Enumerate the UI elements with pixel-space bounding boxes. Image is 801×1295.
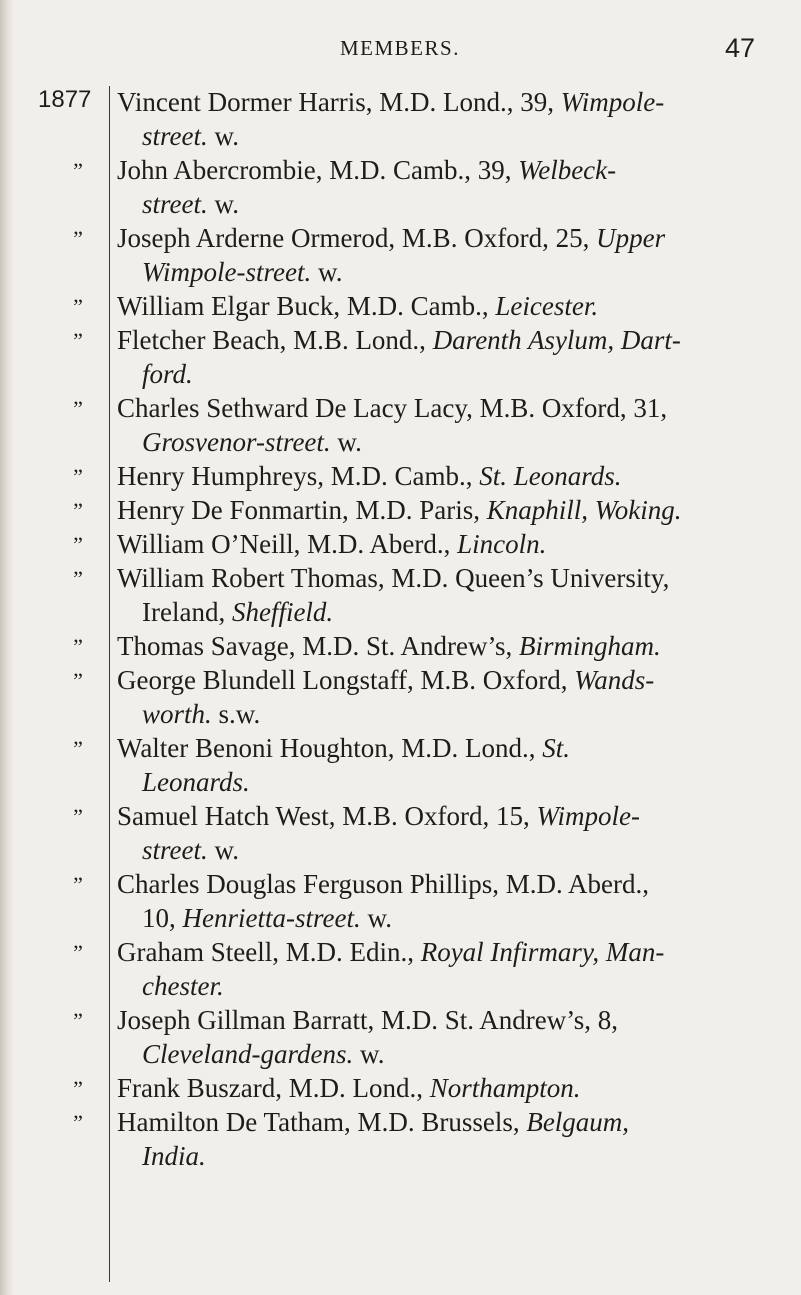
ditto-mark: ”	[73, 1076, 83, 1101]
ditto-mark: ”	[73, 532, 83, 557]
entry-district: w.	[207, 835, 239, 865]
entry-text: Charles Sethward De Lacy Lacy, M.B. Oxford, 31,	[117, 393, 668, 423]
ditto-mark: ”	[73, 736, 83, 761]
entry-place: St. Leonards.	[479, 461, 622, 491]
ditto-mark: ”	[73, 328, 83, 353]
page-number: 47	[724, 33, 755, 63]
entry-place: Darenth Asylum, Dart-	[432, 325, 681, 355]
entry-place: Belgaum,	[526, 1107, 630, 1137]
member-entry	[0, 562, 801, 630]
ditto-mark: ”	[73, 566, 83, 591]
entry-place: Leicester.	[495, 291, 599, 321]
entry-text: Walter Benoni Houghton, M.D. Lond.,	[117, 733, 543, 763]
ditto-mark: ”	[73, 396, 83, 421]
entry-place: Northampton.	[429, 1073, 581, 1103]
entry-line-2	[0, 834, 801, 868]
entry-line-2	[0, 596, 801, 630]
entry-text: Graham Steell, M.D. Edin.,	[117, 937, 421, 967]
member-entry	[0, 494, 801, 528]
entry-place: Upper	[596, 223, 666, 253]
entry-place: street.	[142, 835, 208, 865]
member-entry	[0, 86, 801, 154]
entry-line-2	[0, 188, 801, 222]
ditto-mark: ”	[73, 294, 83, 319]
entry-text: Thomas Savage, M.D. St. Andrew’s,	[117, 631, 519, 661]
entry-line-2	[0, 1140, 801, 1174]
member-entry	[0, 290, 801, 324]
member-entry	[0, 800, 801, 868]
entry-place: St.	[542, 733, 571, 763]
entry-district: w.	[353, 1039, 385, 1069]
entry-place: Birmingham.	[518, 631, 661, 661]
entry-text: Hamilton De Tatham, M.D. Brussels,	[117, 1107, 527, 1137]
entry-place: Wands-	[574, 665, 655, 695]
page-header	[0, 33, 801, 76]
entry-district: w.	[311, 257, 343, 287]
ditto-mark: ”	[73, 226, 83, 251]
member-entry	[0, 664, 801, 732]
entry-line-1	[0, 936, 801, 970]
ditto-mark: ”	[73, 1008, 83, 1033]
entry-place: Cleveland-gardens.	[142, 1039, 354, 1069]
entry-line-2	[0, 902, 801, 936]
ditto-mark: ”	[73, 940, 83, 965]
entry-place: Sheffield.	[231, 597, 334, 627]
entry-district: s.w.	[211, 699, 261, 729]
entry-text: Fletcher Beach, M.B. Lond.,	[117, 325, 433, 355]
entry-place: Knaphill, Woking.	[486, 495, 682, 525]
entry-place: Lincoln.	[457, 529, 547, 559]
entry-district: w.	[330, 427, 362, 457]
entry-place: Wimpole-	[536, 801, 641, 831]
member-entry	[0, 392, 801, 460]
entry-line-1	[0, 290, 801, 324]
entry-line-1	[0, 392, 801, 426]
entry-place: worth.	[142, 699, 212, 729]
entry-place: Grosvenor-street.	[142, 427, 331, 457]
entry-line-1	[0, 154, 801, 188]
entry-line-1	[0, 1106, 801, 1140]
member-list	[0, 86, 801, 1174]
running-head: MEMBERS.	[340, 36, 460, 60]
entry-text: William Robert Thomas, M.D. Queen’s University,	[117, 563, 670, 593]
entry-line-1	[0, 732, 801, 766]
entry-line-2	[0, 766, 801, 800]
ditto-mark: ”	[73, 158, 83, 183]
ditto-mark: ”	[73, 498, 83, 523]
entry-line-1	[0, 460, 801, 494]
entry-line-1	[0, 630, 801, 664]
member-entry	[0, 154, 801, 222]
entry-line-2	[0, 256, 801, 290]
entry-line-2	[0, 1038, 801, 1072]
ditto-mark: ”	[73, 804, 83, 829]
entry-place: Leonards.	[142, 767, 250, 797]
member-entry	[0, 732, 801, 800]
entry-text: Joseph Gillman Barratt, M.D. St. Andrew’s, 8,	[117, 1005, 618, 1035]
entry-text: Joseph Arderne Ormerod, M.B. Oxford, 25,	[117, 223, 597, 253]
entry-place: street.	[142, 189, 208, 219]
year-label: 1877	[38, 86, 92, 113]
entry-place: India.	[142, 1141, 206, 1171]
entry-line-1	[0, 868, 801, 902]
entry-line-2	[0, 426, 801, 460]
member-entry	[0, 324, 801, 392]
ditto-mark: ”	[73, 872, 83, 897]
entry-line-1	[0, 222, 801, 256]
entry-line-1	[0, 528, 801, 562]
entry-text: Vincent Dormer Harris, M.D. Lond., 39,	[117, 87, 561, 117]
entry-line-2	[0, 120, 801, 154]
entry-line-1	[0, 324, 801, 358]
entry-text: Ireland,	[142, 597, 232, 627]
entry-line-1	[0, 1072, 801, 1106]
member-entry	[0, 1004, 801, 1072]
entry-text: William O’Neill, M.D. Aberd.,	[117, 529, 458, 559]
member-entry	[0, 528, 801, 562]
entry-text: Charles Douglas Ferguson Phillips, M.D. Aberd.,	[117, 869, 649, 899]
member-entry	[0, 460, 801, 494]
entry-line-1	[0, 562, 801, 596]
member-entry	[0, 1106, 801, 1174]
entry-text: George Blundell Longstaff, M.B. Oxford,	[117, 665, 575, 695]
entry-line-2	[0, 698, 801, 732]
entry-line-1	[0, 800, 801, 834]
entry-district: w.	[360, 903, 392, 933]
entry-text: Henry De Fonmartin, M.D. Paris,	[117, 495, 487, 525]
entry-place: chester.	[142, 971, 224, 1001]
member-entry	[0, 936, 801, 1004]
ditto-mark: ”	[73, 634, 83, 659]
member-entry	[0, 1072, 801, 1106]
entry-place: Welbeck-	[518, 155, 617, 185]
ditto-mark: ”	[73, 464, 83, 489]
entry-place: Wimpole-	[560, 87, 665, 117]
entry-district: w.	[207, 189, 239, 219]
entry-place: street.	[142, 121, 208, 151]
entry-text: Samuel Hatch West, M.B. Oxford, 15,	[117, 801, 537, 831]
entry-text: 10,	[142, 903, 183, 933]
entry-text: Frank Buszard, M.D. Lond.,	[117, 1073, 430, 1103]
entry-place: Wimpole-street.	[142, 257, 312, 287]
member-entry	[0, 868, 801, 936]
entry-district: w.	[207, 121, 239, 151]
entry-text: Henry Humphreys, M.D. Camb.,	[117, 461, 480, 491]
entry-line-1	[0, 664, 801, 698]
ditto-mark: ”	[73, 668, 83, 693]
entry-place: ford.	[142, 359, 193, 389]
entry-line-2	[0, 358, 801, 392]
entry-line-1	[0, 1004, 801, 1038]
entry-place: Henrietta-street.	[182, 903, 361, 933]
ditto-mark: ”	[73, 1110, 83, 1135]
entry-line-1	[0, 494, 801, 528]
member-entry	[0, 630, 801, 664]
entry-text: William Elgar Buck, M.D. Camb.,	[117, 291, 496, 321]
entry-place: Royal Infirmary, Man-	[420, 937, 665, 967]
entry-text: John Abercrombie, M.D. Camb., 39,	[117, 155, 519, 185]
entry-line-1	[0, 86, 801, 120]
member-entry	[0, 222, 801, 290]
entry-line-2	[0, 970, 801, 1004]
